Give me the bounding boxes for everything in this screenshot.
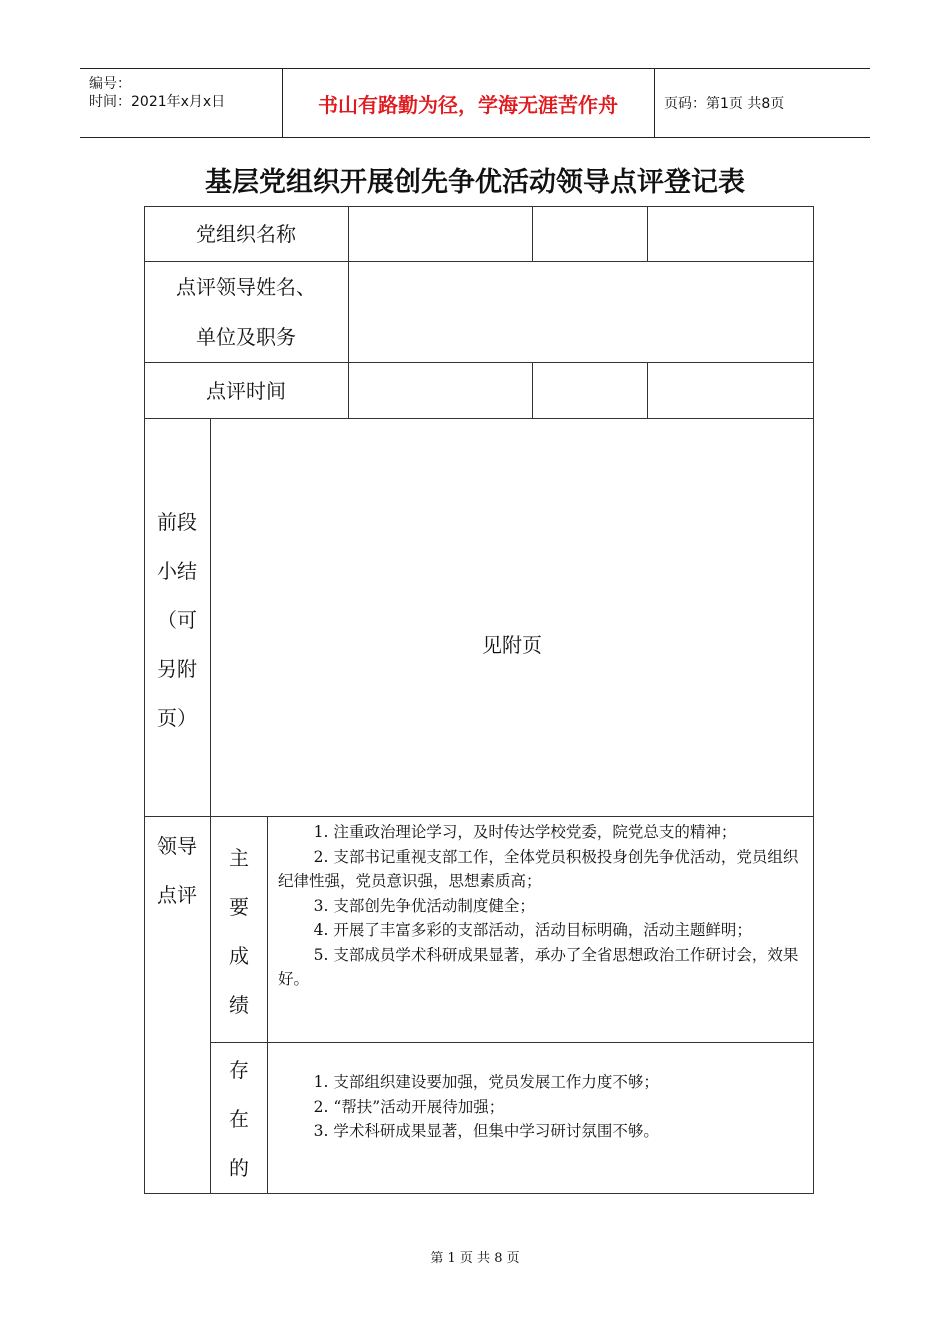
list-item: 3. 学术科研成果显著，但集中学习研讨氛围不够。 [313,1122,659,1140]
org-name-field[interactable] [349,207,531,261]
leader-info-field[interactable] [349,263,812,361]
problems-list [278,1070,804,1144]
rule [144,1193,814,1194]
header-motto-cell [282,69,655,137]
list-item: 2. “帮扶”活动开展待加强； [313,1097,505,1116]
achievements-list [278,820,804,992]
summary-value: 见附页 [482,633,542,657]
page-info: 页码：第1页 共8页 [664,96,785,112]
motto: 书山有路勤为径，学海无涯苦作舟 [318,92,618,117]
doc-time: 时间：2021年x月x日 [89,94,226,110]
rule [210,1042,814,1043]
leader-label-line2: 单位及职务 [196,325,296,349]
review-time-label: 点评时间 [206,379,286,403]
page-title: 基层党组织开展创先争优活动领导点评登记表 [205,167,745,198]
header-page-cell [654,69,870,137]
rule [267,816,268,1194]
achievements-label: 主 要 成 绩 [229,846,249,1017]
list-item: 2. 支部书记重视支部工作，全体党员积极投身创先争优活动，党员组织纪律性强，党员意识强，思想素质高； [278,847,799,890]
list-item: 1. 注重政治理论学习，及时传达学校党委，院党总支的精神； [313,823,737,841]
leader-label-line1: 点评领导姓名、 [176,275,316,299]
header-meta-cell [80,69,283,137]
list-item: 5. 支部成员学术科研成果显著，承办了全省思想政治工作研讨会，效果好。 [278,945,799,988]
doc-number: 编号： [89,76,131,92]
list-item: 4. 开展了丰富多彩的支部活动，活动目标明确，活动主题鲜明； [313,921,752,939]
registration-form [144,206,814,1194]
problems-label: 存 在 的 [229,1058,249,1180]
list-item: 3. 支部创先争优活动制度健全； [313,896,535,915]
document-header [80,68,870,138]
review-time-field[interactable] [349,363,531,417]
review-time-field-3[interactable] [648,363,812,417]
rule [144,816,814,817]
org-name-field-2[interactable] [533,207,646,261]
org-name-field-3[interactable] [648,207,812,261]
rule [813,206,814,1194]
leader-review-label: 领导 点评 [157,834,197,907]
org-name-label: 党组织名称 [196,222,296,246]
list-item: 1. 支部组织建设要加强，党员发展工作力度不够； [313,1073,659,1091]
page-footer: 第 1 页 共 8 页 [430,1251,520,1266]
review-time-field-2[interactable] [533,363,646,417]
summary-label: 前段 小结 （可 另附 页） [157,510,197,730]
